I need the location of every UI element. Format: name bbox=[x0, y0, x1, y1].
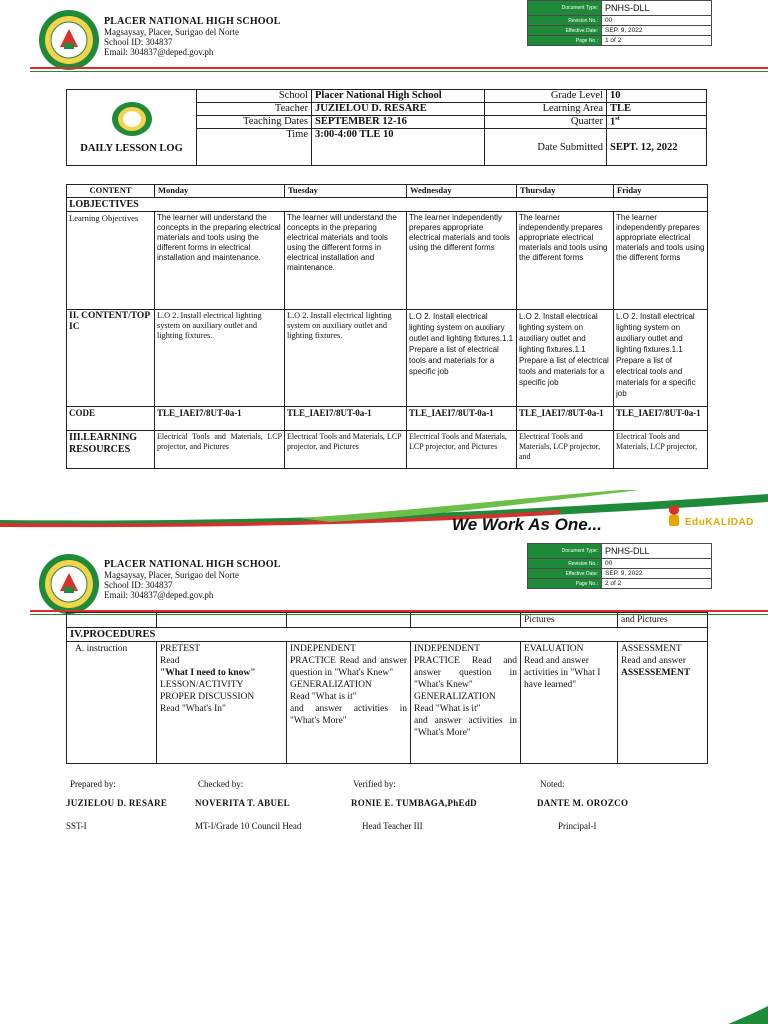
teacher-value: JUZIELOU D. RESARE bbox=[312, 103, 485, 116]
school-header bbox=[104, 560, 281, 600]
quarter-value bbox=[607, 116, 707, 129]
tuesday-line-4: Read "What is it" bbox=[290, 692, 357, 702]
grade-label: Grade Level bbox=[485, 90, 607, 103]
objective-wednesday: The learner independently prepares appropriate electrical materials and tools using the different forms bbox=[407, 212, 517, 310]
wednesday-line-3: GENERALIZATION bbox=[414, 692, 496, 702]
submitted-label: Date Submitted bbox=[485, 129, 607, 166]
school-seal-icon bbox=[38, 9, 100, 71]
lesson-info-table bbox=[66, 89, 707, 166]
school-seal-icon bbox=[38, 553, 100, 615]
school-label: School bbox=[197, 90, 312, 103]
quarter-number: 1 bbox=[610, 116, 616, 128]
header-thursday: Thursday bbox=[517, 185, 614, 198]
friday-line-3: ASSESSEMENT bbox=[621, 668, 691, 678]
header-red-line bbox=[30, 67, 768, 69]
effective-value: SEP. 9, 2022 bbox=[602, 26, 712, 36]
page-2 bbox=[0, 530, 768, 1024]
carry-cell-2 bbox=[287, 613, 411, 628]
prepared-name: JUZIELOU D. RESARE bbox=[66, 798, 168, 808]
code-wednesday: TLE_IAEI7/8UT-0a-1 bbox=[407, 407, 517, 431]
verified-name: RONIE E. TUMBAGA,PhEdD bbox=[351, 798, 477, 808]
school-address: Magsaysay, Placer, Surigao del Norte bbox=[104, 570, 240, 580]
verified-title: Head Teacher III bbox=[362, 821, 423, 831]
school-id: School ID: 304837 bbox=[104, 37, 173, 47]
school-name: PLACER NATIONAL HIGH SCHOOL bbox=[104, 559, 281, 570]
objective-thursday: The learner independently prepares appropriate electrical materials and tools using the different forms bbox=[517, 212, 614, 310]
time-value: 3:00-4:00 TLE 10 bbox=[312, 129, 485, 166]
dll-title: DAILY LESSON LOG bbox=[80, 143, 183, 154]
code-label: CODE bbox=[67, 407, 155, 431]
monday-line-3: "What I need to know" bbox=[160, 668, 256, 678]
time-label: Time bbox=[197, 129, 312, 166]
header-friday: Friday bbox=[614, 185, 708, 198]
content-tuesday: L.O 2. Install electrical lighting system on auxiliary outlet and lighting fixtures. bbox=[285, 310, 407, 407]
content-monday: L.O 2. Install electrical lighting system on auxiliary outlet and lighting fixtures. bbox=[155, 310, 285, 407]
teacher-label: Teacher bbox=[197, 103, 312, 116]
verified-label: Verified by: bbox=[353, 779, 396, 789]
tuesday-line-3: GENERALIZATION bbox=[290, 680, 372, 690]
dates-value: SEPTEMBER 12-16 bbox=[312, 116, 485, 129]
document-meta-table bbox=[527, 543, 712, 589]
tuesday-line-5: and answer activities in "What's More" bbox=[290, 704, 407, 726]
resources-label: III.LEARNING RESOURCES bbox=[67, 431, 155, 469]
page-value: 2 of 2 bbox=[602, 579, 712, 589]
revision-value: 00 bbox=[602, 16, 712, 26]
resources-wednesday: Electrical Tools and Materials, LCP projector, and Pictures bbox=[407, 431, 517, 469]
wednesday-line-5: and answer activities in "What's More" bbox=[414, 716, 517, 738]
carry-cell-3 bbox=[411, 613, 521, 628]
procedure-wednesday bbox=[411, 642, 521, 764]
procedure-friday bbox=[618, 642, 708, 764]
instruction-label: A. instruction bbox=[67, 642, 157, 764]
code-monday: TLE_IAEI7/8UT-0a-1 bbox=[155, 407, 285, 431]
carry-cell-thursday: Pictures bbox=[521, 613, 618, 628]
header-content: CONTENT bbox=[67, 185, 155, 198]
content-wednesday: L.O 2. Install electrical lighting system on auxiliary outlet and lighting fixtures.1.1 Prepare a list of electrical tools and materials for a specific job bbox=[407, 310, 517, 407]
noted-name: DANTE M. OROZCO bbox=[537, 798, 629, 808]
school-address: Magsaysay, Placer, Surigao del Norte bbox=[104, 27, 240, 37]
resources-friday: Electrical Tools and Materials, LCP projector, bbox=[614, 431, 708, 469]
school-email: Email: 304837@deped.gov.ph bbox=[104, 590, 214, 600]
corner-swoosh bbox=[728, 1004, 768, 1024]
school-header bbox=[104, 17, 281, 57]
content-topic-label: II. CONTENT/TOPIC bbox=[67, 310, 155, 407]
objective-friday: The learner independently prepares appropriate electrical materials and tools using the different forms bbox=[614, 212, 708, 310]
page-value: 1 of 2 bbox=[602, 36, 712, 46]
content-thursday: L.O 2. Install electrical lighting system on auxiliary outlet and lighting fixtures.1.1 Prepare a list of electrical tools and materials for a specific job bbox=[517, 310, 614, 407]
resources-thursday: Electrical Tools and Materials, LCP projector, and bbox=[517, 431, 614, 469]
objective-tuesday: The learner will understand the concepts in the preparing electrical materials and tools using the different forms in electrical installation and maintenance. bbox=[285, 212, 407, 310]
monday-line-4: LESSON/ACTIVITY bbox=[160, 680, 244, 690]
objective-monday: The learner will understand the concepts in the preparing electrical materials and tools using the different forms in electrical installation and maintenance. bbox=[155, 212, 285, 310]
noted-label: Noted: bbox=[540, 779, 565, 789]
page-label: Page No.: bbox=[528, 36, 602, 46]
grade-value: 10 bbox=[607, 90, 707, 103]
monday-line-5: PROPER DISCUSSION bbox=[160, 692, 255, 702]
area-value: TLE bbox=[607, 103, 707, 116]
thursday-line-1: EVALUATION bbox=[524, 644, 584, 654]
school-id: School ID: 304837 bbox=[104, 580, 173, 590]
school-email: Email: 304837@deped.gov.ph bbox=[104, 47, 214, 57]
revision-label: Revision No.: bbox=[528, 16, 602, 26]
friday-line-2: Read and answer bbox=[621, 656, 686, 666]
code-friday: TLE_IAEI7/8UT-0a-1 bbox=[614, 407, 708, 431]
noted-title: Principal-I bbox=[558, 821, 597, 831]
effective-value: SEP. 9, 2022 bbox=[602, 569, 712, 579]
dll-title-cell bbox=[67, 90, 197, 166]
header-tuesday: Tuesday bbox=[285, 185, 407, 198]
lesson-table bbox=[66, 184, 708, 469]
header-monday: Monday bbox=[155, 185, 285, 198]
carry-cell-0 bbox=[67, 613, 157, 628]
carry-cell-friday: and Pictures bbox=[618, 613, 708, 628]
friday-line-1: ASSESSMENT bbox=[621, 644, 682, 654]
learning-objectives-label: Learning Objectives bbox=[67, 212, 155, 310]
procedure-thursday bbox=[521, 642, 618, 764]
document-meta-table bbox=[527, 0, 712, 46]
doc-type-value: PNHS-DLL bbox=[602, 544, 712, 559]
header-wednesday: Wednesday bbox=[407, 185, 517, 198]
procedure-tuesday bbox=[287, 642, 411, 764]
checked-label: Checked by: bbox=[198, 779, 244, 789]
quarter-suffix: st bbox=[615, 116, 620, 122]
wednesday-line-2: PRACTICE Read and answer question in "What's Knew" bbox=[414, 656, 517, 690]
content-friday: L.O 2. Install electrical lighting system on auxiliary outlet and lighting fixtures.1.1 Prepare a list of electrical tools and materials for a specific job bbox=[614, 310, 708, 407]
slogan-text: We Work As One... bbox=[452, 515, 602, 534]
tuesday-line-1: INDEPENDENT bbox=[290, 644, 356, 654]
effective-label: Effective Date: bbox=[528, 569, 602, 579]
carry-cell-1 bbox=[157, 613, 287, 628]
checked-name: NOVERITA T. ABUEL bbox=[195, 798, 290, 808]
monday-line-1: PRETEST bbox=[160, 644, 201, 654]
prepared-label: Prepared by: bbox=[70, 779, 116, 789]
resources-monday: Electrical Tools and Materials, LCP projector, and Pictures bbox=[155, 431, 285, 469]
wednesday-line-4: Read "What is it" bbox=[414, 704, 481, 714]
dates-label: Teaching Dates bbox=[197, 116, 312, 129]
revision-value: 00 bbox=[602, 559, 712, 569]
doc-type-value: PNHS-DLL bbox=[602, 1, 712, 16]
objectives-heading: I.OBJECTIVES bbox=[67, 198, 708, 212]
doc-type-label: Document Type: bbox=[528, 544, 602, 559]
quarter-label: Quarter bbox=[485, 116, 607, 129]
header-green-line bbox=[30, 71, 768, 72]
mascot-icon bbox=[664, 504, 684, 528]
monday-line-6: Read "What's In" bbox=[160, 704, 226, 714]
code-thursday: TLE_IAEI7/8UT-0a-1 bbox=[517, 407, 614, 431]
brand-text: EduKALIDAD bbox=[685, 517, 754, 528]
checked-title: MT-I/Grade 10 Council Head bbox=[195, 821, 302, 831]
tuesday-line-2: PRACTICE Read and answer question in "What's Knew" bbox=[290, 656, 407, 678]
code-tuesday: TLE_IAEI7/8UT-0a-1 bbox=[285, 407, 407, 431]
monday-line-2: Read bbox=[160, 656, 180, 666]
revision-label: Revision No.: bbox=[528, 559, 602, 569]
wednesday-line-1: INDEPENDENT bbox=[414, 644, 480, 654]
doc-type-label: Document Type: bbox=[528, 1, 602, 16]
prepared-title: SST-I bbox=[66, 821, 87, 831]
effective-label: Effective Date: bbox=[528, 26, 602, 36]
thursday-line-2: Read and answer activities in "What I have learned" bbox=[524, 656, 601, 690]
deped-seal-icon bbox=[110, 101, 154, 137]
procedures-table bbox=[66, 612, 708, 764]
school-value: Placer National High School bbox=[312, 90, 485, 103]
school-name: PLACER NATIONAL HIGH SCHOOL bbox=[104, 16, 281, 27]
page-label: Page No.: bbox=[528, 579, 602, 589]
area-label: Learning Area bbox=[485, 103, 607, 116]
resources-tuesday: Electrical Tools and Materials, LCP projector, and Pictures bbox=[285, 431, 407, 469]
procedure-monday bbox=[157, 642, 287, 764]
procedures-heading: IV.PROCEDURES bbox=[67, 628, 708, 642]
submitted-value: SEPT. 12, 2022 bbox=[607, 129, 707, 166]
